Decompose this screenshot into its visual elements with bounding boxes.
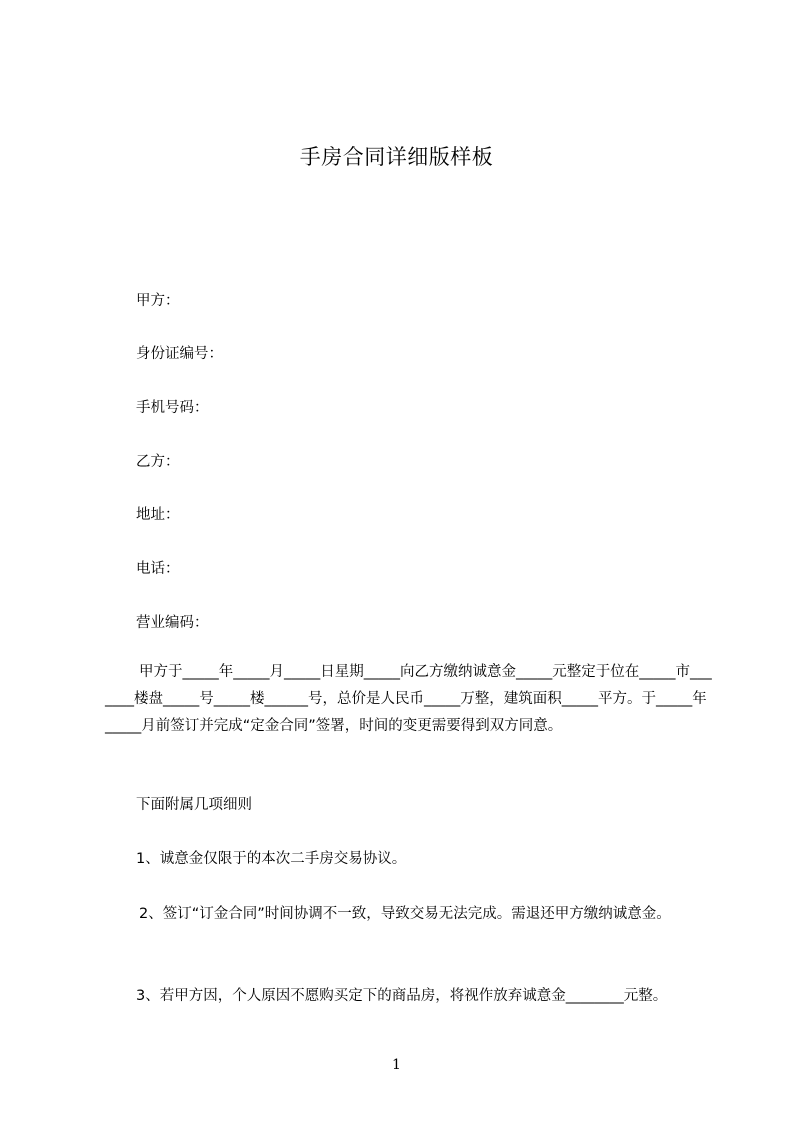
section-heading: 下面附属几项细则 [136,797,252,813]
clause-1: 1、诚意金仅限于的本次二手房交易协议。 [136,851,407,867]
body-paragraph-text: 甲方于_____年_____月_____日星期_____向乙方缴纳诚意金_____元整定于位在_____市_______楼盘_____号_____楼______号，总价是人民币_____万整，建筑面积_____平方。于_____年_____月前签订并完成“定金合同”签署，时间的变更需要得到双方同意。 [105,664,712,734]
field-party-b: 乙方： [136,454,180,470]
clause-2 [105,901,713,928]
field-id-number: 身份证编号： [136,346,223,362]
page-number: 1 [392,1057,401,1073]
clause-3: 3、若甲方因，个人原因不愿购买定下的商品房，将视作放弃诚意金________元整。 [136,988,668,1004]
clause-2-text: 2、签订“订金合同”时间协调不一致，导致交易无法完成。需退还甲方缴纳诚意金。 [139,906,671,922]
field-address: 地址： [136,507,180,523]
document-title: 手房合同详细版样板 [299,145,494,169]
field-phone-number: 手机号码： [136,400,209,416]
field-telephone: 电话： [136,561,180,577]
body-paragraph [105,659,713,740]
field-business-code: 营业编码： [136,615,209,631]
field-party-a: 甲方： [136,293,180,309]
